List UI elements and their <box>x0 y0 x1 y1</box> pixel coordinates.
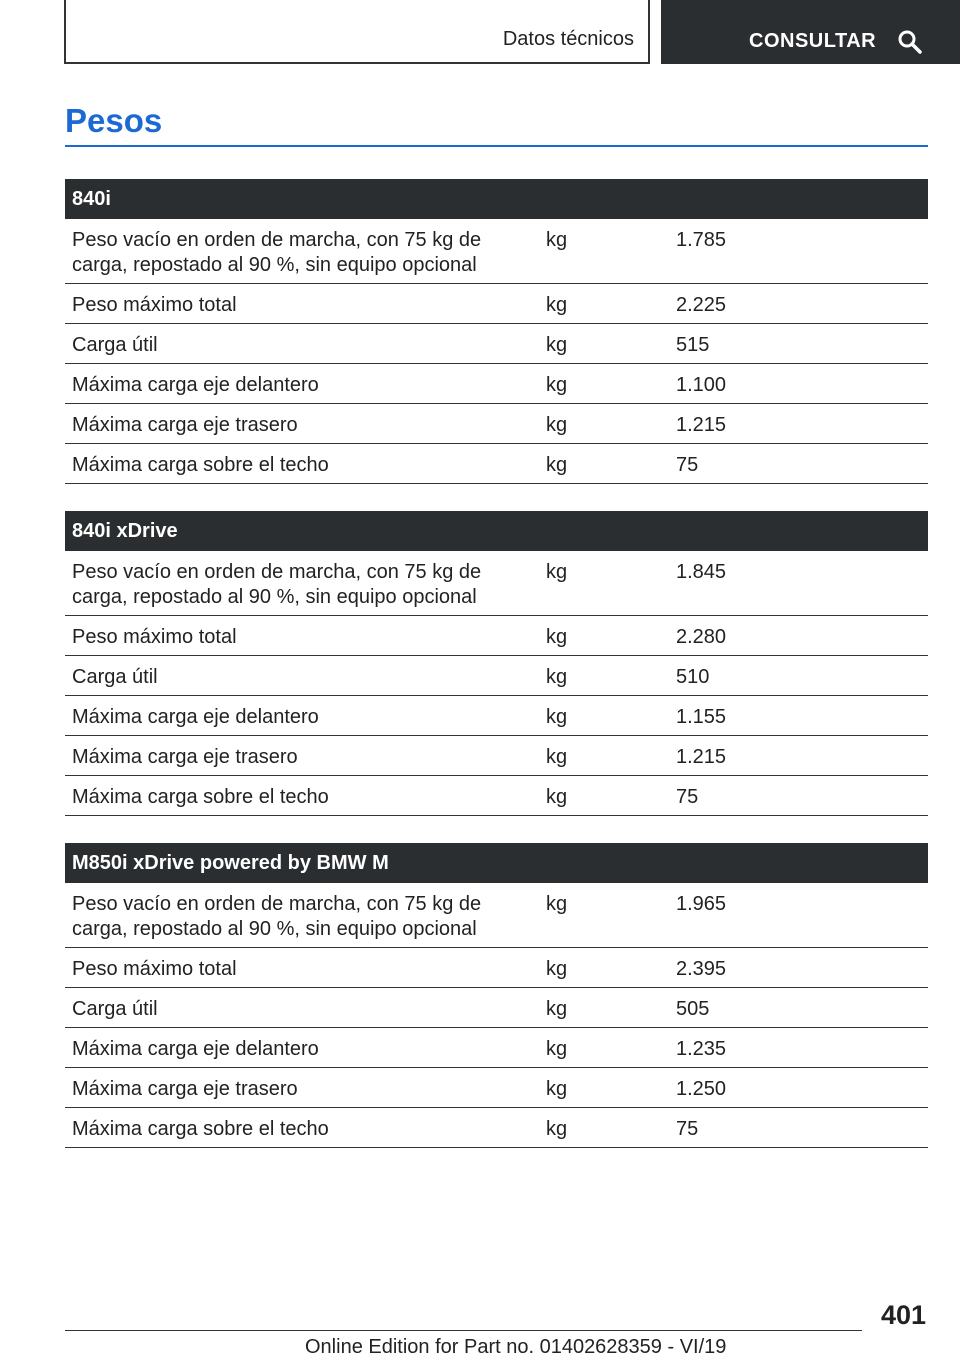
weights-table-840i <box>65 179 928 484</box>
table-row <box>65 948 928 988</box>
table-row <box>65 616 928 656</box>
row-unit: kg <box>546 1038 568 1060</box>
section-label: Datos técnicos <box>502 28 634 50</box>
table-row <box>65 1028 928 1068</box>
row-unit: kg <box>546 666 568 688</box>
row-value: 2.225 <box>676 294 727 316</box>
row-unit: kg <box>546 998 568 1020</box>
row-label: Máxima carga eje delantero <box>72 1038 319 1060</box>
table-heading: 840i <box>65 179 928 219</box>
row-value: 2.395 <box>676 958 727 980</box>
table-row <box>65 988 928 1028</box>
row-value: 1.785 <box>676 229 727 251</box>
row-unit: kg <box>546 294 568 316</box>
row-label: Máxima carga sobre el techo <box>72 1118 329 1140</box>
row-value: 75 <box>676 1118 699 1140</box>
weights-table-m850i-xdrive <box>65 843 928 1148</box>
table-row <box>65 284 928 324</box>
row-unit: kg <box>546 626 568 648</box>
table-row <box>65 444 928 484</box>
row-label: Carga útil <box>72 666 158 688</box>
row-unit: kg <box>546 229 568 251</box>
table-row <box>65 736 928 776</box>
page-number: 401 <box>880 1300 926 1330</box>
page-title: Pesos <box>65 102 163 139</box>
row-value: 75 <box>676 786 699 808</box>
row-unit: kg <box>546 1118 568 1140</box>
row-unit: kg <box>546 334 568 356</box>
row-value: 505 <box>676 998 710 1020</box>
table-row <box>65 776 928 816</box>
table-row <box>65 364 928 404</box>
row-value: 1.250 <box>676 1078 727 1100</box>
row-unit: kg <box>546 561 568 583</box>
table-row <box>65 324 928 364</box>
row-value: 1.235 <box>676 1038 727 1060</box>
row-label: Máxima carga sobre el techo <box>72 454 329 476</box>
title-divider <box>65 145 928 147</box>
table-row <box>65 551 928 616</box>
row-value: 2.280 <box>676 626 727 648</box>
row-value: 1.100 <box>676 374 727 396</box>
row-unit: kg <box>546 958 568 980</box>
row-unit: kg <box>546 893 568 915</box>
row-unit: kg <box>546 374 568 396</box>
weights-table-840i-xdrive <box>65 511 928 816</box>
table-row <box>65 1068 928 1108</box>
magnifier-icon <box>897 29 923 55</box>
search-button[interactable] <box>661 0 960 64</box>
row-unit: kg <box>546 746 568 768</box>
row-label: Máxima carga eje trasero <box>72 746 298 768</box>
row-label: Carga útil <box>72 998 158 1020</box>
row-unit: kg <box>546 706 568 728</box>
row-label: Peso vacío en orden de marcha, con 75 kg de carga, repostado al 90 %, sin equipo opcional <box>72 561 482 608</box>
row-value: 515 <box>676 334 710 356</box>
table-row <box>65 1108 928 1148</box>
row-label: Carga útil <box>72 334 158 356</box>
edition-text: Online Edition for Part no. 01402628359 - VI/19 <box>305 1336 727 1358</box>
row-value: 75 <box>676 454 699 476</box>
table-row <box>65 656 928 696</box>
search-button-label: CONSULTAR <box>749 30 877 52</box>
row-value: 1.215 <box>676 746 727 768</box>
row-label: Máxima carga eje delantero <box>72 374 319 396</box>
row-label: Máxima carga eje trasero <box>72 414 298 436</box>
table-heading: M850i xDrive powered by BMW M <box>65 843 928 883</box>
page-header <box>0 0 960 66</box>
row-unit: kg <box>546 454 568 476</box>
row-value: 1.845 <box>676 561 727 583</box>
row-label: Máxima carga sobre el techo <box>72 786 329 808</box>
row-label: Peso máximo total <box>72 958 237 980</box>
row-value: 1.965 <box>676 893 727 915</box>
row-unit: kg <box>546 1078 568 1100</box>
section-tab[interactable] <box>64 0 650 64</box>
row-label: Máxima carga eje trasero <box>72 1078 298 1100</box>
footer-divider <box>65 1330 862 1331</box>
table-row <box>65 883 928 948</box>
table-row <box>65 696 928 736</box>
table-row <box>65 219 928 284</box>
row-label: Peso vacío en orden de marcha, con 75 kg de carga, repostado al 90 %, sin equipo opcional <box>72 229 482 276</box>
row-label: Máxima carga eje delantero <box>72 706 319 728</box>
row-value: 1.215 <box>676 414 727 436</box>
row-label: Peso máximo total <box>72 626 237 648</box>
row-value: 1.155 <box>676 706 727 728</box>
row-label: Peso máximo total <box>72 294 237 316</box>
row-unit: kg <box>546 786 568 808</box>
table-heading: 840i xDrive <box>65 511 928 551</box>
table-row <box>65 404 928 444</box>
row-unit: kg <box>546 414 568 436</box>
row-value: 510 <box>676 666 710 688</box>
row-label: Peso vacío en orden de marcha, con 75 kg de carga, repostado al 90 %, sin equipo opcional <box>72 893 482 940</box>
